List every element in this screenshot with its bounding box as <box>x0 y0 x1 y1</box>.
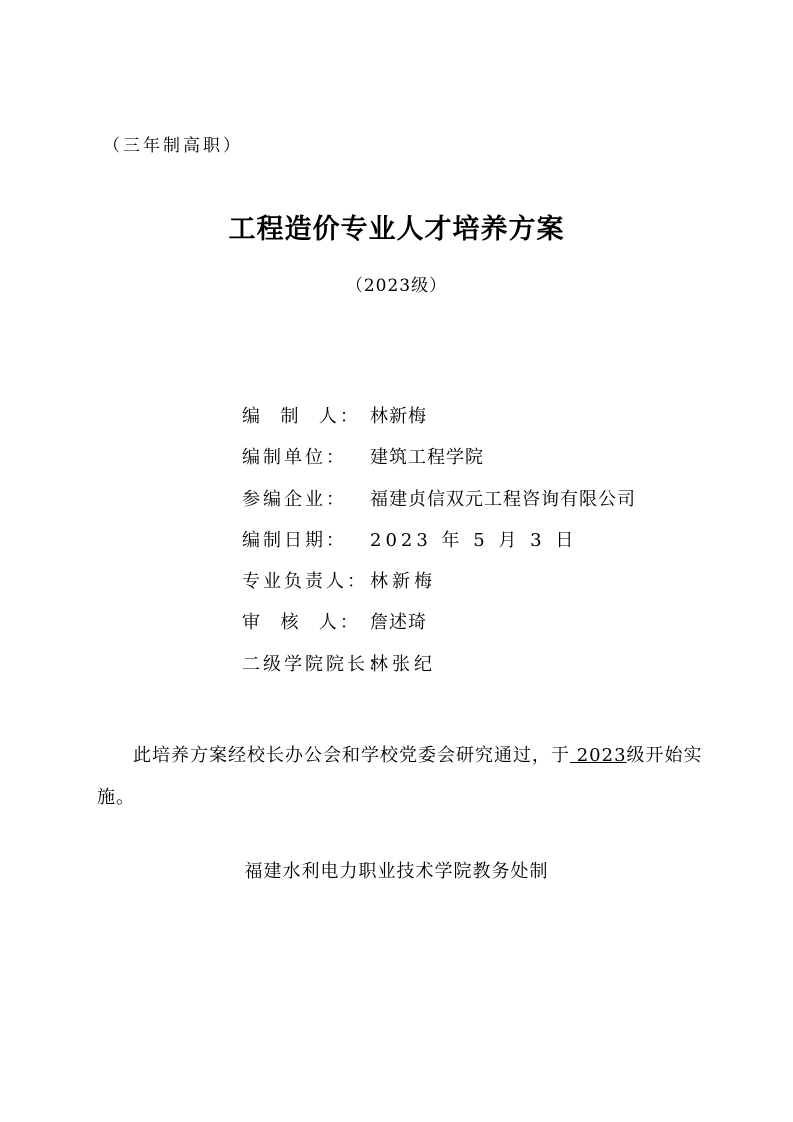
approval-statement <box>97 735 707 819</box>
document-info-list <box>242 402 636 691</box>
info-label: 编 制 人： <box>242 406 361 427</box>
statement-text-end: 级开始实施。 <box>97 745 703 808</box>
info-value: 林张纪 <box>370 653 436 675</box>
info-label: 专业负责人： <box>242 571 368 593</box>
info-value: 林新梅 <box>370 571 436 593</box>
info-value: 林新梅 <box>370 406 427 427</box>
info-label: 参编企业： <box>242 488 347 510</box>
info-value: 詹述琦 <box>370 612 427 634</box>
info-row-participating-enterprise <box>242 485 636 526</box>
statement-year: 2023 <box>570 745 627 766</box>
info-row-reviewer <box>242 608 636 649</box>
issuing-office: 福建水利电力职业技术学院教务处制 <box>244 861 549 882</box>
info-row-college-dean <box>242 650 636 691</box>
info-label: 编制日期： <box>242 529 347 551</box>
info-row-compiling-date <box>242 526 636 567</box>
info-row-program-lead <box>242 567 636 608</box>
info-row-compiling-unit <box>242 443 636 484</box>
grade-year-label: （2023级） <box>345 276 448 296</box>
info-label: 审 核 人： <box>242 612 361 634</box>
info-row-compiler <box>242 402 636 443</box>
info-value: 福建贞信双元工程咨询有限公司 <box>370 488 636 510</box>
info-label: 编制单位： <box>242 447 347 469</box>
program-type-label: （三年制高职） <box>103 136 243 156</box>
info-value: 2023 年 5 月 3 日 <box>370 529 578 551</box>
document-title: 工程造价专业人才培养方案 <box>228 214 565 245</box>
info-label: 二级学院院长： <box>242 653 389 675</box>
info-value: 建筑工程学院 <box>370 447 484 469</box>
statement-text: 此培养方案经校长办公会和学校党委会研究通过，于 <box>133 745 570 766</box>
